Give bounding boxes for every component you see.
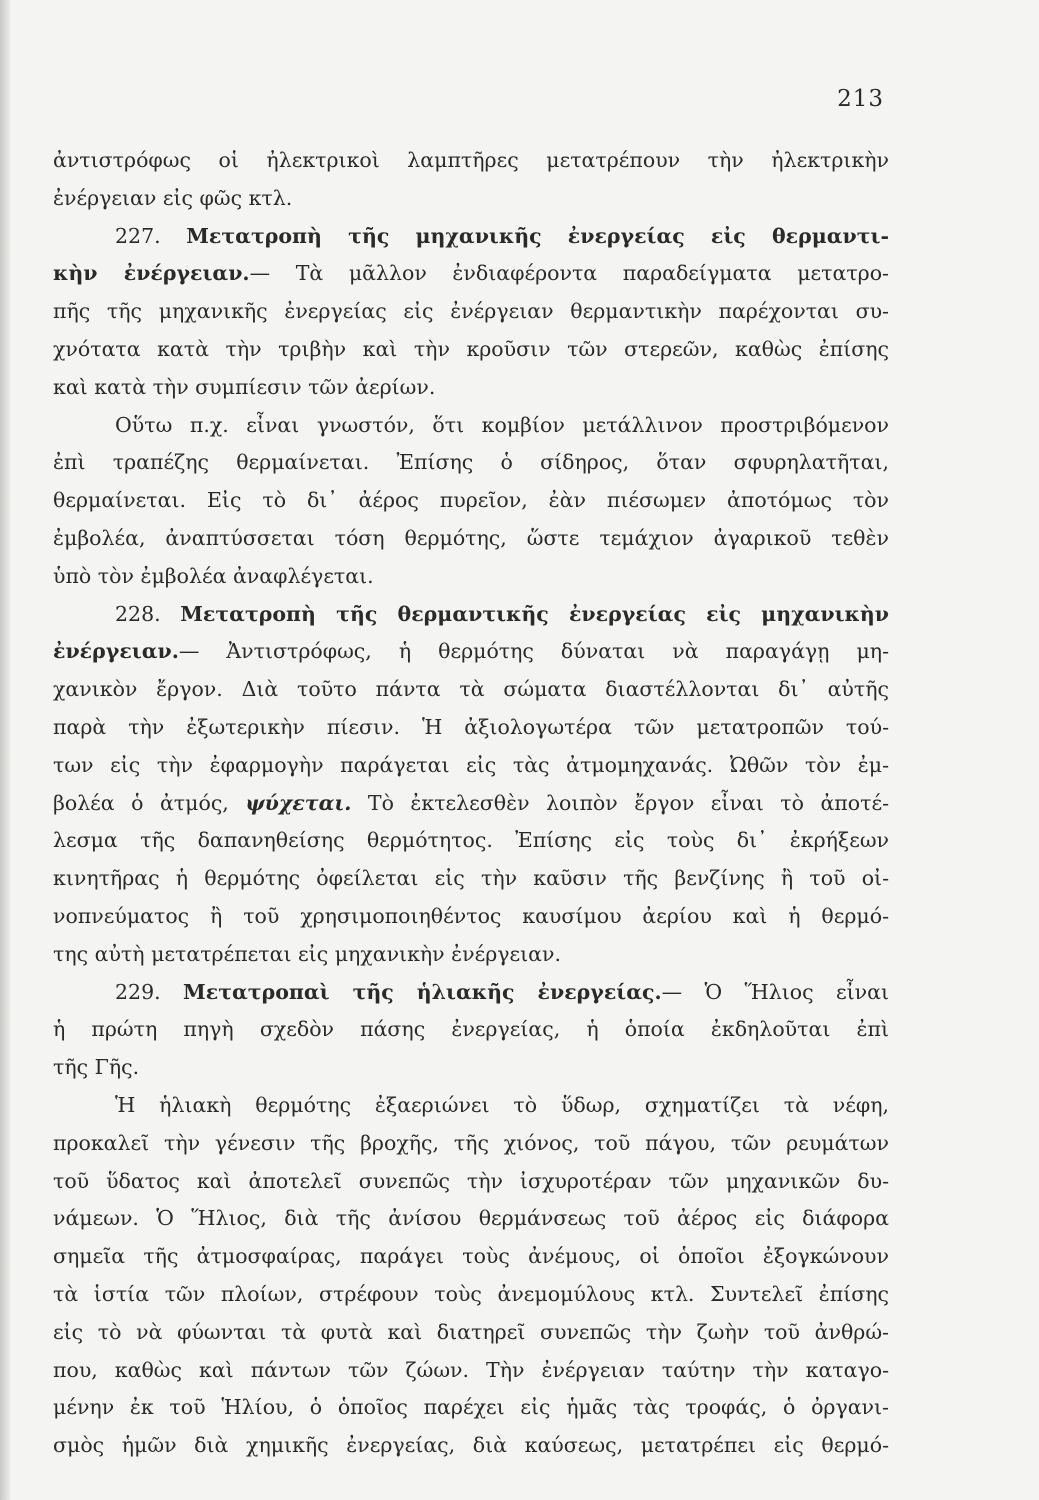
text-line [53,1200,889,1238]
text-line [53,1389,889,1427]
section-number: 227. [115,223,187,248]
section-heading: ἐνέργειαν. [53,639,179,664]
line-text: προκαλεῖ τὴν γένεσιν τῆς βροχῆς, τῆς χιόνος, τοῦ πάγου, τῶν ρευμάτων [53,1130,889,1155]
line-text: Οὕτω π.χ. εἶναι γνωστόν, ὅτι κομβίον μετάλλινον προστριβόμενον [115,412,889,437]
text-line [53,822,889,860]
line-text: νοπνεύματος ἢ τοῦ χρησιμοποιηθέντος καυσίμου ἀερίου καὶ ἡ θερμό- [53,903,889,928]
text-line [53,1314,889,1352]
text-line [53,671,889,709]
line-text: πῆς τῆς μηχανικῆς ἐνεργείας εἰς ἐνέργειαν θερμαντικὴν παρέχονται συ- [53,299,889,324]
page-spine-shadow [0,0,10,1500]
page-number: 213 [837,86,884,112]
text-line [53,520,889,558]
text-line [53,1125,889,1163]
line-text: παρὰ τὴν ἐξωτερικὴν πίεσιν. Ἡ ἀξιολογωτέρα τῶν μετατροπῶν τού- [53,714,889,739]
text-line [53,293,889,331]
section-number: 228. [115,601,181,626]
line-text: λεσμα τῆς δαπανηθείσης θερμότητος. Ἐπίσης εἰς τοὺς δι᾿ ἐκρήξεων [53,828,889,853]
text-line [53,1011,889,1049]
line-text: ἡ πρώτη πηγὴ σχεδὸν πάσης ἐνεργείας, ἡ ὁποία ἐκδηλοῦται ἐπὶ [53,1017,889,1042]
text-line [53,444,889,482]
line-text: — Ἀντιστρόφως, ἡ θερμότης δύναται νὰ παραγάγῃ μη- [178,639,889,664]
text-line [53,558,889,596]
line-text: που, καθὼς καὶ πάντων τῶν ζώων. Τὴν ἐνέργειαν ταύτην τὴν καταγο- [53,1357,889,1382]
line-text: χανικὸν ἔργον. Διὰ τοῦτο πάντα τὰ σώματα διαστέλλονται δι᾿ αὐτῆς [53,677,889,702]
line-text: βολέα ὁ ἀτμός, [53,790,246,815]
section-number: 229. [115,979,184,1004]
text-line [53,1049,889,1087]
text-line [53,482,889,520]
text-line [53,218,889,256]
text-line [53,369,889,407]
line-text: θερμαίνεται. Εἰς τὸ δι᾿ ἀέρος πυρεῖον, ἐὰν πιέσωμεν ἀποτόμως τὸν [53,488,889,513]
section-heading: Μετατροπὴ τῆς θερμαντικῆς ἐνεργείας εἰς μηχανικὴν [180,601,889,626]
line-text: — Ὁ Ἥλιος εἶναι [661,979,889,1004]
text-line [53,596,889,634]
text-line [53,747,889,785]
line-text: της αὐτὴ μετατρέπεται εἰς μηχανικὴν ἐνέργειαν. [53,941,562,966]
line-text: ἀντιστρόφως οἱ ἠλεκτρικοὶ λαμπτῆρες μετατρέπουν τὴν ἠλεκτρικὴν [53,148,889,172]
line-text: ἐνέργειαν εἰς φῶς κτλ. [53,185,293,210]
text-line [53,860,889,898]
text-line [53,1087,889,1125]
line-text: νάμεων. Ὁ Ἥλιος, διὰ τῆς ἀνίσου θερμάνσεως τοῦ ἀέρος εἰς διάφορα [53,1206,889,1231]
line-text: των εἰς τὴν ἐφαρμογὴν παράγεται εἰς τὰς ἀτμομηχανάς. Ὠθῶν τὸν ἐμ- [53,752,889,777]
line-text: εἰς τὸ νὰ φύωνται τὰ φυτὰ καὶ διατηρεῖ συνεπῶς τὴν ζωὴν τοῦ ἀνθρώ- [53,1319,889,1344]
section-heading: κὴν ἐνέργειαν. [53,261,250,286]
line-text: — Τὰ μᾶλλον ἐνδιαφέροντα παραδείγματα μετατρο- [249,261,889,286]
text-line [53,1276,889,1314]
section-heading: Μετατροπὴ τῆς μηχανικῆς ἐνεργείας εἰς θερμαντι- [186,223,889,248]
text-line [53,180,889,218]
text-line [53,785,889,823]
section-heading: Μετατροπαὶ τῆς ἡλιακῆς ἐνεργείας. [183,979,662,1004]
line-text: τὰ ἱστία τῶν πλοίων, στρέφουν τοὺς ἀνεμομύλους κτλ. Συντελεῖ ἐπίσης [53,1281,889,1306]
line-text: μένην ἐκ τοῦ Ἡλίου, ὁ ὁποῖος παρέχει εἰς ἡμᾶς τὰς τροφάς, ὁ ὀργανι- [53,1395,889,1420]
text-line [53,633,889,671]
line-text: σημεῖα τῆς ἀτμοσφαίρας, παράγει τοὺς ἀνέμους, οἱ ὁποῖοι ἐξογκώνουν [53,1244,889,1269]
line-text: σμὸς ἡμῶν διὰ χημικῆς ἐνεργείας, διὰ καύσεως, μετατρέπει εἰς θερμό- [53,1433,889,1458]
line-text: κινητῆρας ἡ θερμότης ὀφείλεται εἰς τὴν καῦσιν τῆς βενζίνης ἢ τοῦ οἰ- [53,866,889,891]
line-text: καὶ κατὰ τὴν συμπίεσιν τῶν ἀερίων. [53,374,436,399]
emphasis-text: ψύχεται. [245,790,352,815]
text-line [53,1238,889,1276]
text-line [53,142,889,180]
text-line [53,1352,889,1390]
text-line [53,407,889,445]
text-line [53,255,889,293]
text-line [53,709,889,747]
text-line [53,1163,889,1201]
line-text: Ἡ ἡλιακὴ θερμότης ἐξαεριώνει τὸ ὕδωρ, σχηματίζει τὰ νέφη, [115,1092,889,1117]
line-text: τοῦ ὕδατος καὶ ἀποτελεῖ συνεπῶς τὴν ἰσχυροτέραν τῶν μηχανικῶν δυ- [53,1168,889,1193]
line-text: Τὸ ἐκτελεσθὲν λοιπὸν ἔργον εἶναι τὸ ἀποτέ- [351,790,890,815]
line-text: χνότατα κατὰ τὴν τριβὴν καὶ τὴν κροῦσιν τῶν στερεῶν, καθὼς ἐπίσης [53,336,889,361]
line-text: τῆς Γῆς. [53,1055,140,1080]
text-line [53,974,889,1012]
line-text: ὑπὸ τὸν ἐμβολέα ἀναφλέγεται. [53,563,374,588]
text-line [53,898,889,936]
text-line [53,331,889,369]
body-text [53,142,889,1465]
text-line [53,1427,889,1465]
text-line [53,936,889,974]
line-text: ἐμβολέα, ἀναπτύσσεται τόση θερμότης, ὥστε τεμάχιον ἀγαρικοῦ τεθὲν [53,525,889,550]
line-text: ἐπὶ τραπέζης θερμαίνεται. Ἐπίσης ὁ σίδηρος, ὅταν σφυρηλατῆται, [53,450,889,475]
